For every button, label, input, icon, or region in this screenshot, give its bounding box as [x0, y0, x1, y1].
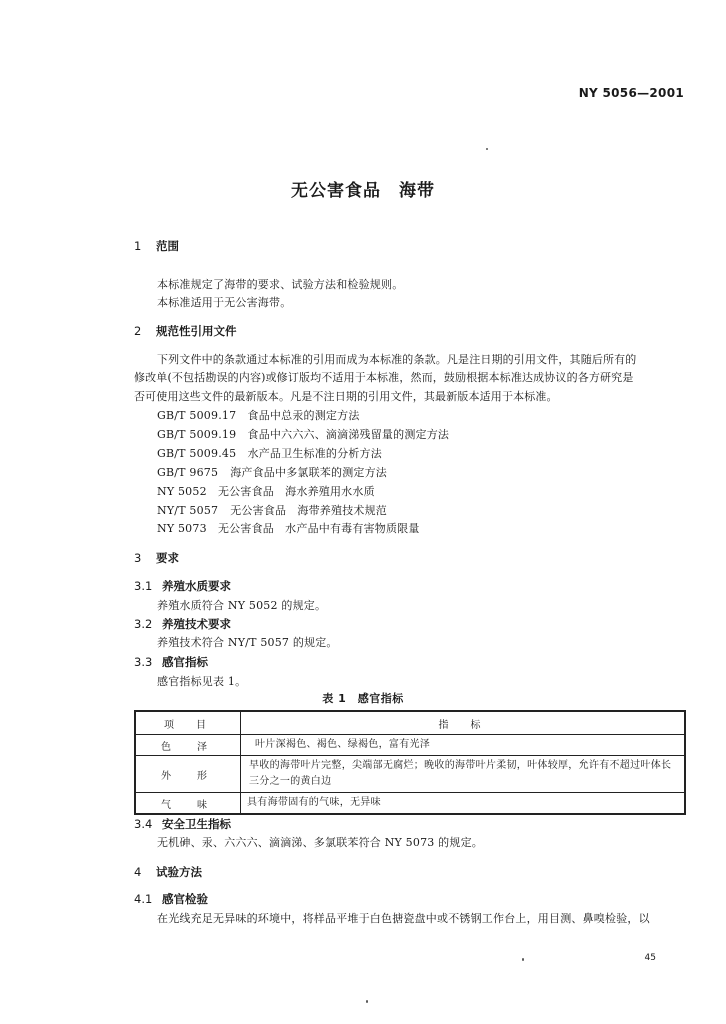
scan-speck	[486, 148, 488, 150]
reference-code: NY 5073	[157, 522, 207, 535]
reference-code: GB/T 5009.17	[157, 409, 237, 422]
subsection-number: 3.3	[134, 655, 153, 669]
section-title: 试验方法	[156, 865, 202, 879]
section-title: 范围	[156, 239, 179, 253]
sensory-index-table	[134, 710, 686, 815]
subsection-number: 4.1	[134, 892, 153, 906]
section-title: 规范性引用文件	[156, 324, 237, 338]
subsection-4-1-text: 在光线充足无异味的环境中，将样品平堆于白色搪瓷盘中或不锈钢工作台上，用目测、鼻嗅检验，以	[157, 912, 650, 925]
table-row	[135, 756, 685, 793]
page-number: 45	[644, 953, 656, 963]
reference-title: 无公害食品 海水养殖用水水质	[217, 485, 375, 498]
reference-title: 水产品卫生标准的分析方法	[247, 447, 382, 460]
subsection-3-2-heading	[134, 616, 231, 632]
subsection-number: 3.2	[134, 617, 153, 631]
section-1-heading	[134, 238, 179, 254]
table-cell-value: 早收的海带叶片完整，尖端部无腐烂；晚收的海带叶片柔韧，叶体较厚，允许有不超过叶体长三分之一的黄白边	[241, 756, 686, 793]
section-2-para-line-3: 否可使用这些文件的最新版本。凡是不注日期的引用文件，其最新版本适用于本标准。	[134, 390, 558, 403]
reference-item	[157, 445, 382, 461]
table-cell-value: 叶片深褐色、褐色、绿褐色，富有光泽	[241, 735, 686, 756]
table-caption: 表 1 感官指标	[322, 692, 404, 705]
reference-item	[157, 426, 449, 442]
section-number: 3	[134, 551, 142, 565]
section-2-heading	[134, 323, 237, 339]
subsection-3-4-text: 无机砷、汞、六六六、滴滴涕、多氯联苯符合 NY 5073 的规定。	[157, 836, 483, 849]
reference-code: NY/T 5057	[157, 504, 219, 517]
reference-title: 食品中总汞的测定方法	[247, 409, 360, 422]
reference-title: 食品中六六六、滴滴涕残留量的测定方法	[247, 428, 450, 441]
table-cell-item: 气 味	[135, 793, 241, 815]
table-header-row	[135, 711, 685, 735]
table-header-item: 项 目	[135, 711, 241, 735]
document-title: 无公害食品 海带	[291, 181, 435, 201]
section-1-line-1: 本标准规定了海带的要求、试验方法和检验规则。	[157, 278, 404, 291]
scan-speck	[366, 1000, 368, 1003]
table-header-index: 指 标	[241, 711, 686, 735]
document-code: NY 5056—2001	[578, 86, 684, 100]
reference-code: GB/T 9675	[157, 466, 219, 479]
table-cell-item: 色 泽	[135, 735, 241, 756]
section-title: 要求	[156, 551, 179, 565]
subsection-3-1-text: 养殖水质符合 NY 5052 的规定。	[157, 599, 327, 612]
subsection-3-3-text: 感官指标见表 1。	[157, 675, 247, 688]
reference-item	[157, 502, 387, 518]
reference-title: 无公害食品 水产品中有毒有害物质限量	[217, 522, 420, 535]
section-4-heading	[134, 864, 202, 880]
subsection-number: 3.1	[134, 579, 153, 593]
reference-item	[157, 520, 420, 536]
section-2-para-line-1: 下列文件中的条款通过本标准的引用而成为本标准的条款。凡是注日期的引用文件，其随后所有的	[157, 353, 637, 366]
reference-item	[157, 464, 387, 480]
section-1-line-2: 本标准适用于无公害海带。	[157, 296, 292, 309]
subsection-3-3-heading	[134, 654, 208, 670]
table-row	[135, 735, 685, 756]
subsection-title: 感官检验	[162, 892, 208, 906]
subsection-4-1-heading	[134, 891, 208, 907]
table-cell-item: 外 形	[135, 756, 241, 793]
reference-title: 海产食品中多氯联苯的测定方法	[230, 466, 388, 479]
reference-code: GB/T 5009.45	[157, 447, 237, 460]
subsection-title: 安全卫生指标	[162, 817, 231, 831]
section-number: 4	[134, 865, 142, 879]
subsection-title: 感官指标	[162, 655, 208, 669]
subsection-title: 养殖技术要求	[162, 617, 231, 631]
table-row	[135, 793, 685, 815]
reference-item	[157, 483, 375, 499]
section-number: 2	[134, 324, 142, 338]
subsection-3-4-heading	[134, 816, 231, 832]
reference-code: NY 5052	[157, 485, 207, 498]
section-number: 1	[134, 239, 142, 253]
section-2-para-line-2: 修改单(不包括勘误的内容)或修订版均不适用于本标准，然而，鼓励根据本标准达成协议的各方研究是	[134, 371, 634, 384]
subsection-3-1-heading	[134, 578, 231, 594]
reference-item	[157, 407, 360, 423]
reference-code: GB/T 5009.19	[157, 428, 237, 441]
scan-speck	[522, 958, 524, 961]
section-3-heading	[134, 550, 179, 566]
reference-title: 无公害食品 海带养殖技术规范	[230, 504, 388, 517]
subsection-3-2-text: 养殖技术符合 NY/T 5057 的规定。	[157, 636, 338, 649]
subsection-number: 3.4	[134, 817, 153, 831]
table-cell-value: 具有海带固有的气味，无异味	[241, 793, 686, 815]
subsection-title: 养殖水质要求	[162, 579, 231, 593]
